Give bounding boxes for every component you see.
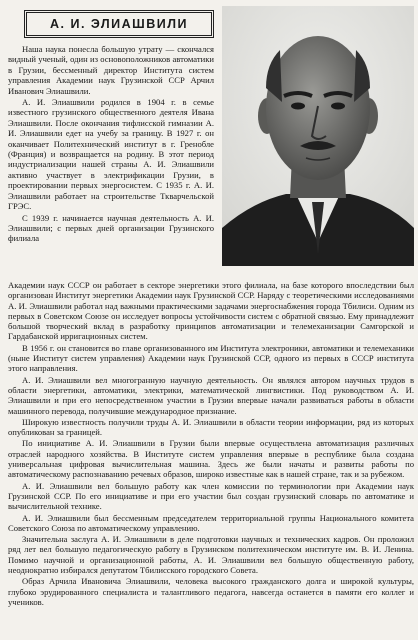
portrait-illustration xyxy=(222,6,414,266)
body-paragraph: В 1956 г. он становится во главе организованного им Института электроники, автоматики и телемеханики (ныне Институт систем управления) Академии наук Грузинской ССР, одного из первых в СССР института этого направления. xyxy=(8,342,414,374)
body-text xyxy=(8,280,414,607)
portrait-photo xyxy=(222,6,414,266)
body-paragraph: По инициативе А. И. Элиашвили в Грузии были впервые осуществлена автоматизация различных отраслей народного хозяйства. В Институте систем управления впервые в республике была создана универсальная цифровая вычислительная машина. Здесь же были начаты и развиты работы по автоматическому распознаванию речевых образов, широко известные как в нашей стране, так и за рубежом. xyxy=(8,438,414,480)
body-paragraph: Академии наук СССР он работает в секторе энергетики этого филиала, на базе которого впоследствии был организован Институт энергетики Академии наук Грузинской ССР. Наряду с теоретическими исследованиями А. И. Элиашвили работал над важными практическими задачами энергоснабжения города Тбилиси. Одним из первых в Советском Союзе он исследует вопросы устойчивости систем с обратной связью. Ему принадлежит большой творческий вклад в разработку принципов автоматизации и телемеханизации Самгорской и Гардабанской ирригационных систем. xyxy=(8,280,414,342)
body-paragraph: Широкую известность получили труды А. И. Элиашвили в области теории информации, ряд из которых опубликован за границей. xyxy=(8,416,414,438)
body-paragraph: А. И. Элиашвили вел многогранную научную деятельность. Он являлся автором научных трудов в области энергетики, автоматики, электрики, математической лингвистики. Под руководством А. И. Элиашвили и при его непосредственном участии в Грузии впервые начали развиваться работы в области машинного перевода, получившие международное признание. xyxy=(8,374,414,416)
intro-column xyxy=(8,44,214,244)
intro-paragraph: Наша наука понесла большую утрату — скончался видный ученый, один из основоположников автоматики в Грузии, бессменный директор Института систем управления Академии наук Грузинской ССР Арчил Иванович Элиашвили. xyxy=(8,44,214,96)
body-paragraph: Значительна заслуга А. И. Элиашвили в деле подготовки научных и технических кадров. Он проложил ряд лет вел большую педагогическую работу в Грузинском политехническом институте им. В. И. Ленина. Помимо научной и организационной работы, А. И. Элиашвили вел большую общественную работу, неоднократно избирался депутатом Тбилисского городского Совета. xyxy=(8,534,414,576)
body-paragraph: Образ Арчила Ивановича Элиашвили, человека высокого гражданского долга и широкой культуры, глубоко эрудированного специалиста и талантливого педагога, навсегда останется в памяти его коллег и учеников. xyxy=(8,576,414,607)
intro-paragraph: А. И. Элиашвили родился в 1904 г. в семье известного грузинского общественного деятеля Ивана Элиашвили. После окончания тифлисской гимназии А. И. Элиашвили едет на учебу за границу. В 1927 г. он оканчивает Политехнический институт в г. Гренобле (Франция) и возвращается на родину. В этот период индустриализации нашей страны А. И. Элиашвили активно участвует в электрификации Грузии, в проектировании первых энергосистем. С 1935 г. А. И. Элиашвили работает на строительстве Ткварчельской ГРЭС. xyxy=(8,97,214,212)
intro-paragraph: С 1939 г. начинается научная деятельность А. И. Элиашвили; с первых дней организации Грузинского филиала xyxy=(8,212,214,244)
body-paragraph: А. И. Элиашвили был бессменным председателем территориальной группы Национального комитета Советского Союза по автоматическому управлению. xyxy=(8,512,414,533)
body-paragraph: А. И. Элиашвили вел большую работу как член комиссии по терминологии при Академии наук Грузинской ССР. По его инициативе и при его участии был создан грузинский словарь по автоматике и вычислительной технике. xyxy=(8,480,414,512)
article-title: А. И. ЭЛИАШВИЛИ xyxy=(24,10,214,38)
